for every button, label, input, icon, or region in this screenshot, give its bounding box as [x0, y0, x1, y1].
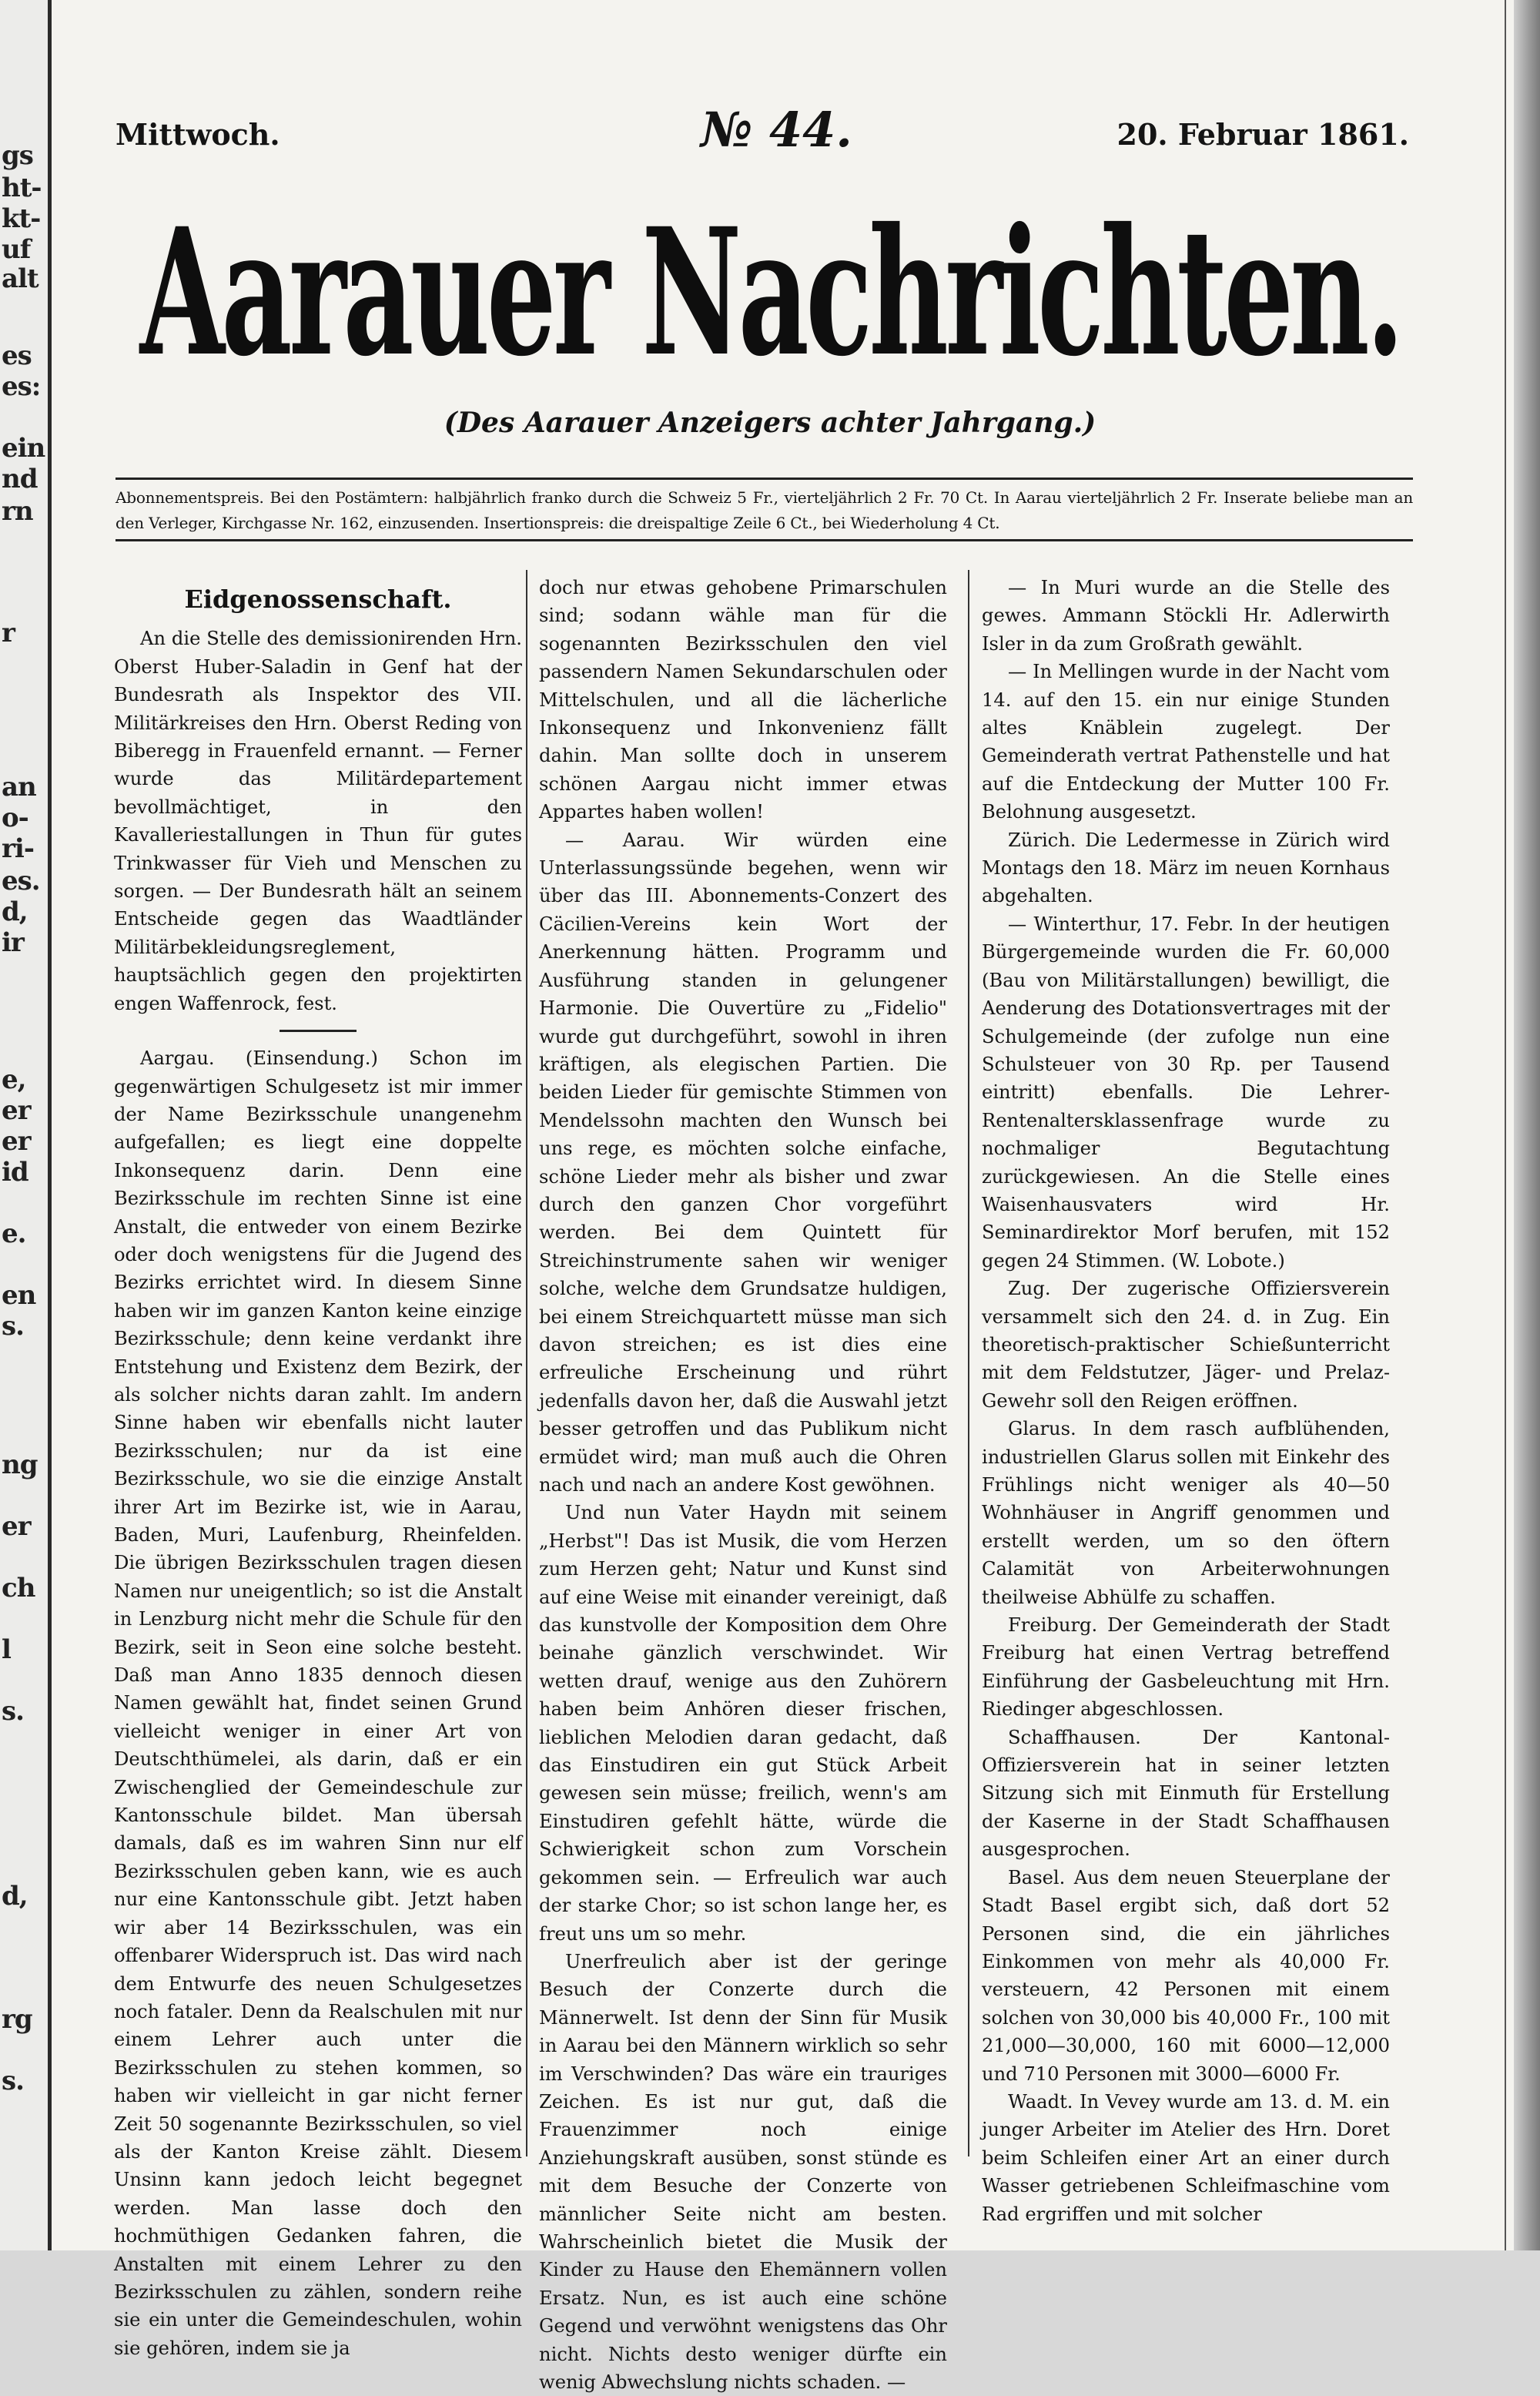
margin-fragment: e.: [2, 1218, 26, 1249]
margin-fragment: er: [2, 1126, 31, 1157]
margin-fragment: s.: [2, 1311, 24, 1342]
column-3: [982, 574, 1390, 2228]
issue-date: 20. Februar 1861.: [1116, 117, 1409, 152]
subscription-info: Abonnementspreis. Bei den Postämtern: halbjährlich franko durch die Schweiz 5 Fr., vierteljährlich 2 Fr. 70 Ct. In Aarau vierteljährlich 2 Fr. Inserate beliebe man an den Verleger, Kirchgasse Nr. 162, einzusenden. Insertionspreis: die dreispaltige Zeile 6 Ct., bei Wiederholung 4 Ct.: [116, 488, 1413, 532]
article-paragraph: — In Muri wurde an die Stelle des gewes. Ammann Stöckli Hr. Adlerwirth Isler in da zum Großrath gewählt.: [982, 577, 1390, 655]
article-paragraph: — Aarau. Wir würden eine Unterlassungssünde begehen, wenn wir über das III. Abonnements-Conzert des Cäcilien-Vereins kein Wort der Anerkennung hätten. Programm und Ausführung standen in gelungener Harmonie. Die Ouvertüre zu „Fidelio" wurde gut durchgeführt, sowohl in ihren kräftigen, als elegischen Partien. Die beiden Lieder für gemischte Stimmen von Mendelssohn machten den Wunsch bei uns rege, es möchten solche einfache, schöne Lieder mehr als bisher und zwar durch den ganzen Chor vorgeführt werden. Bei dem Quintett für Streichinstrumente sahen wir weniger solche, welche dem Grundsatze huldigen, bei einem Streichquartett müsse man sich davon streichen; es ist dies eine erfreuliche Erscheinung und rührt jedenfalls davon her, daß die Auswahl jetzt besser getroffen und das Publikum nicht ermüdet wird; man muß auch die Ohren nach und nach an andere Kost gewöhnen.: [539, 829, 947, 1496]
margin-fragment: d,: [2, 1881, 28, 1912]
article-paragraph: doch nur etwas gehobene Primarschulen sind; sodann wähle man für die sogenannten Bezirksschulen den viel passendern Namen Sekundarschulen oder Mittelschulen, und all die lächerliche Inkonsequenz und Inkonvenienz fällt dahin. Man sollte doch in unserem schönen Aargau nicht immer etwas Appartes haben wollen!: [539, 577, 947, 823]
margin-fragment: ri-: [2, 833, 34, 864]
section-divider: [280, 1030, 357, 1032]
margin-fragment: l: [2, 1634, 11, 1665]
article-paragraph: An die Stelle des demissionirenden Hrn. Oberst Huber-Saladin in Genf hat der Bundesrath als Inspektor des VII. Militärkreises den Hrn. Oberst Reding von Biberegg in Frauenfeld ernannt. — Ferner wurde das Militärdepartement bevollmächtiget, in den Kavalleriestallungen in Thun für gutes Trinkwasser für Vieh und Menschen zu sorgen. — Der Bundesrath hält an seinem Entscheide gegen das Waadtländer Militärbekleidungsreglement, hauptsächlich gegen den projektirten engen Waffenrock, fest.: [114, 628, 522, 1014]
margin-fragment: es:: [2, 371, 41, 402]
column-divider: [526, 570, 527, 2156]
margin-fragment: rg: [2, 2004, 32, 2035]
column-2: [539, 574, 947, 2396]
page-edge-line: [1505, 0, 1506, 2250]
margin-fragment: rn: [2, 496, 33, 527]
margin-fragment: kt-: [2, 203, 41, 234]
header-row: [116, 102, 1409, 163]
margin-fragment: en: [2, 1280, 36, 1311]
margin-fragment: id: [2, 1157, 28, 1188]
article-paragraph: Freiburg. Der Gemeinderath der Stadt Freiburg hat einen Vertrag betreffend Einführung der Gasbeleuchtung mit Hrn. Riedinger abgeschlossen.: [982, 1614, 1390, 1721]
margin-fragment: ch: [2, 1573, 35, 1603]
article-paragraph: — Winterthur, 17. Febr. In der heutigen Bürgergemeinde wurden die Fr. 60,000 (Bau von Militärstallungen) bewilligt, die Aenderung des Dotationsvertrages mit der Schulgemeinde (der zufolge nun eine Schulsteuer von 30 Rp. per Tausend eintritt) ebenfalls. Die Lehrer-Rentenaltersklassenfrage wurde zu nochmaliger Begutachtung zurückgewiesen. An die Stelle eines Waisenhausvaters wird Hr. Seminardirektor Morf berufen, mit 152 gegen 24 Stimmen. (W. Lobote.): [982, 913, 1390, 1272]
article-paragraph: Aargau. (Einsendung.) Schon im gegenwärtigen Schulgesetz ist mir immer der Name Bezirksschule unangenehm aufgefallen; es liegt eine doppelte Inkonsequenz darin. Denn eine Bezirksschule im rechten Sinne ist eine Anstalt, die entweder von einem Bezirke oder doch wenigstens für die Jugend des Bezirks errichtet wird. In diesem Sinne haben wir im ganzen Kanton keine einzige Bezirksschule; denn keine verdankt ihre Entstehung und Existenz dem Bezirk, der als solcher nichts daran zahlt. Im andern Sinne haben wir ebenfalls nicht lauter Bezirksschulen; nur da ist eine Bezirksschule, wo sie die einzige Anstalt ihrer Art im Bezirke ist, wie in Aarau, Baden, Muri, Laufenburg, Rheinfelden. Die übrigen Bezirksschulen tragen diesen Namen nur uneigentlich; so ist die Anstalt in Lenzburg nicht mehr die Schule für den Bezirk, seit in Seon eine solche besteht. Daß man Anno 1835 dennoch diesen Namen gewählt hat, findet seinen Grund vielleicht weniger in einer Art von Deutschthümelei, als darin, daß er ein Zwischenglied der Gemeindeschule zur Kantonsschule bildet. Man übersah damals, daß es im wahren Sinn nur elf Bezirksschulen geben kann, wie es auch nur eine Kantonsschule gibt. Jetzt haben wir aber 14 Bezirksschulen, was ein offenbarer Widerspruch ist. Das wird nach dem Entwurfe des neuen Schulgesetzes noch fataler. Denn da Realschulen mit nur einem Lehrer auch unter die Bezirksschulen zu stehen kommen, so haben wir vielleicht in gar nicht ferner Zeit 50 sogenannte Bezirksschulen, so viel als der Kanton Kreise zählt. Diesem Unsinn kann jedoch leicht begegnet werden. Man lasse doch den hochmüthigen Gedanken fahren, die Anstalten mit einem Lehrer zu den Bezirksschulen zu zählen, sondern reihe sie ein unter die Gemeindeschulen, wohin sie gehören, indem sie ja: [114, 1047, 522, 2359]
newspaper-subtitle: (Des Aarauer Anzeigers achter Jahrgang.): [444, 407, 1096, 439]
column-1: [114, 574, 522, 2362]
margin-fragment: e,: [2, 1064, 26, 1095]
margin-fragment: s.: [2, 1696, 24, 1727]
margin-fragment: uf: [2, 234, 31, 265]
newspaper-title: Aarauer Nachrichten.: [139, 190, 1401, 395]
margin-fragment: gs: [2, 140, 33, 171]
header-rule-top: [116, 478, 1413, 480]
margin-fragment: es.: [2, 866, 40, 896]
margin-fragment: ir: [2, 927, 24, 958]
header-rule-bottom: [116, 539, 1413, 541]
issue-number: № 44.: [701, 102, 852, 158]
article-paragraph: Basel. Aus dem neuen Steuerplane der Stadt Basel ergibt sich, daß dort 52 Personen sind, die ein jährliches Einkommen von mehr als 40,000 Fr. versteuern, 42 Personen mit einem solchen von 30,000 bis 40,000 Fr., 100 mit 21,000—30,000, 160 mit 6000—12,000 und 710 Personen mit 3000—6000 Fr.: [982, 1866, 1390, 2085]
margin-fragment: ht-: [2, 173, 42, 203]
margin-fragment: er: [2, 1095, 31, 1126]
article-paragraph: — In Mellingen wurde in der Nacht vom 14. auf den 15. ein nur einige Stunden altes Knäblein zugelegt. Der Gemeinderath vertrat Pathenstelle und hat auf die Entdeckung der Mutter 100 Fr. Belohnung ausgesetzt.: [982, 661, 1390, 823]
column-divider: [968, 570, 969, 2156]
masthead: [139, 190, 1401, 395]
margin-fragment: s.: [2, 2066, 24, 2096]
article-paragraph: Und nun Vater Haydn mit seinem „Herbst"! Das ist Musik, die vom Herzen zum Herzen geht; Natur und Kunst sind auf eine Weise mit einander vereinigt, daß das kunstvolle der Komposition dem Ohre beinahe gänzlich verschwindet. Wir wetten drauf, wenige aus den Zuhörern haben beim Anhören dieser frischen, lieblichen Melodien daran gedacht, daß das Einstudiren ein gut Stück Arbeit gewesen sein müsse; freilich, wenn's am Einstudiren gefehlt hätte, würde die Schwierigkeit schon zum Vorschein gekommen sein. — Erfreulich war auch der starke Chor; so ist schon lange her, es freut uns um so mehr.: [539, 1502, 947, 1945]
margin-fragment: ng: [2, 1449, 38, 1480]
page-edge-shadow: [1514, 0, 1540, 2250]
margin-fragment: es: [2, 340, 32, 371]
article-paragraph: Zürich. Die Ledermesse in Zürich wird Montags den 18. März im neuen Kornhaus abgehalten.: [982, 829, 1390, 907]
margin-fragment: ein: [2, 433, 45, 464]
article-paragraph: Glarus. In dem rasch aufblühenden, industriellen Glarus sollen mit Einkehr des Frühlings nicht weniger als 40—50 Wohnhäuser in Angriff genommen und erstellt werden, um so den öftern Calamität von Arbeiterwohnungen theilweise Abhülfe zu schaffen.: [982, 1418, 1390, 1608]
margin-fragment: o-: [2, 803, 28, 833]
margin-fragment: d,: [2, 896, 28, 927]
article-paragraph: Schaffhausen. Der Kantonal-Offiziersverein hat in seiner letzten Sitzung sich mit Einmuth für Erstellung der Kaserne in der Stadt Schaffhausen ausgesprochen.: [982, 1726, 1390, 1861]
margin-fragment: er: [2, 1511, 31, 1542]
section-heading: Eidgenossenschaft.: [184, 585, 452, 614]
margin-fragment: r: [2, 618, 15, 648]
margin-fragment: an: [2, 772, 36, 803]
margin-fragment: alt: [2, 263, 38, 294]
adjacent-page-strip: [0, 0, 52, 2250]
weekday: Mittwoch.: [116, 117, 280, 152]
article-paragraph: Unerfreulich aber ist der geringe Besuch der Conzerte durch die Männerwelt. Ist denn der Sinn für Musik in Aarau bei den Männern wirklich so sehr im Verschwinden? Das wäre ein trauriges Zeichen. Es ist nur gut, daß die Frauenzimmer noch einige Anziehungskraft ausüben, sonst stünde es mit dem Besuche der Conzerte von männlicher Seite nicht am besten. Wahrscheinlich bietet die Musik der Kinder zu Hause den Ehemännern vollen Ersatz. Nun, es ist auch eine schöne Gegend und verwöhnt wenigstens das Ohr nicht. Nichts desto weniger dürfte ein wenig Abwechslung nichts schaden. —: [539, 1950, 947, 2393]
article-paragraph: Zug. Der zugerische Offiziersverein versammelt sich den 24. d. in Zug. Ein theoretisch-praktischer Schießunterricht mit dem Feldstutzer, Jäger- und Prelaz-Gewehr soll den Reigen eröffnen.: [982, 1278, 1390, 1412]
article-paragraph: Waadt. In Vevey wurde am 13. d. M. ein junger Arbeiter im Atelier des Hrn. Doret beim Schleifen einer Art an einer durch Wasser getriebenen Schleifmaschine vom Rad ergriffen und mit solcher: [982, 2090, 1390, 2225]
margin-fragment: nd: [2, 464, 38, 494]
